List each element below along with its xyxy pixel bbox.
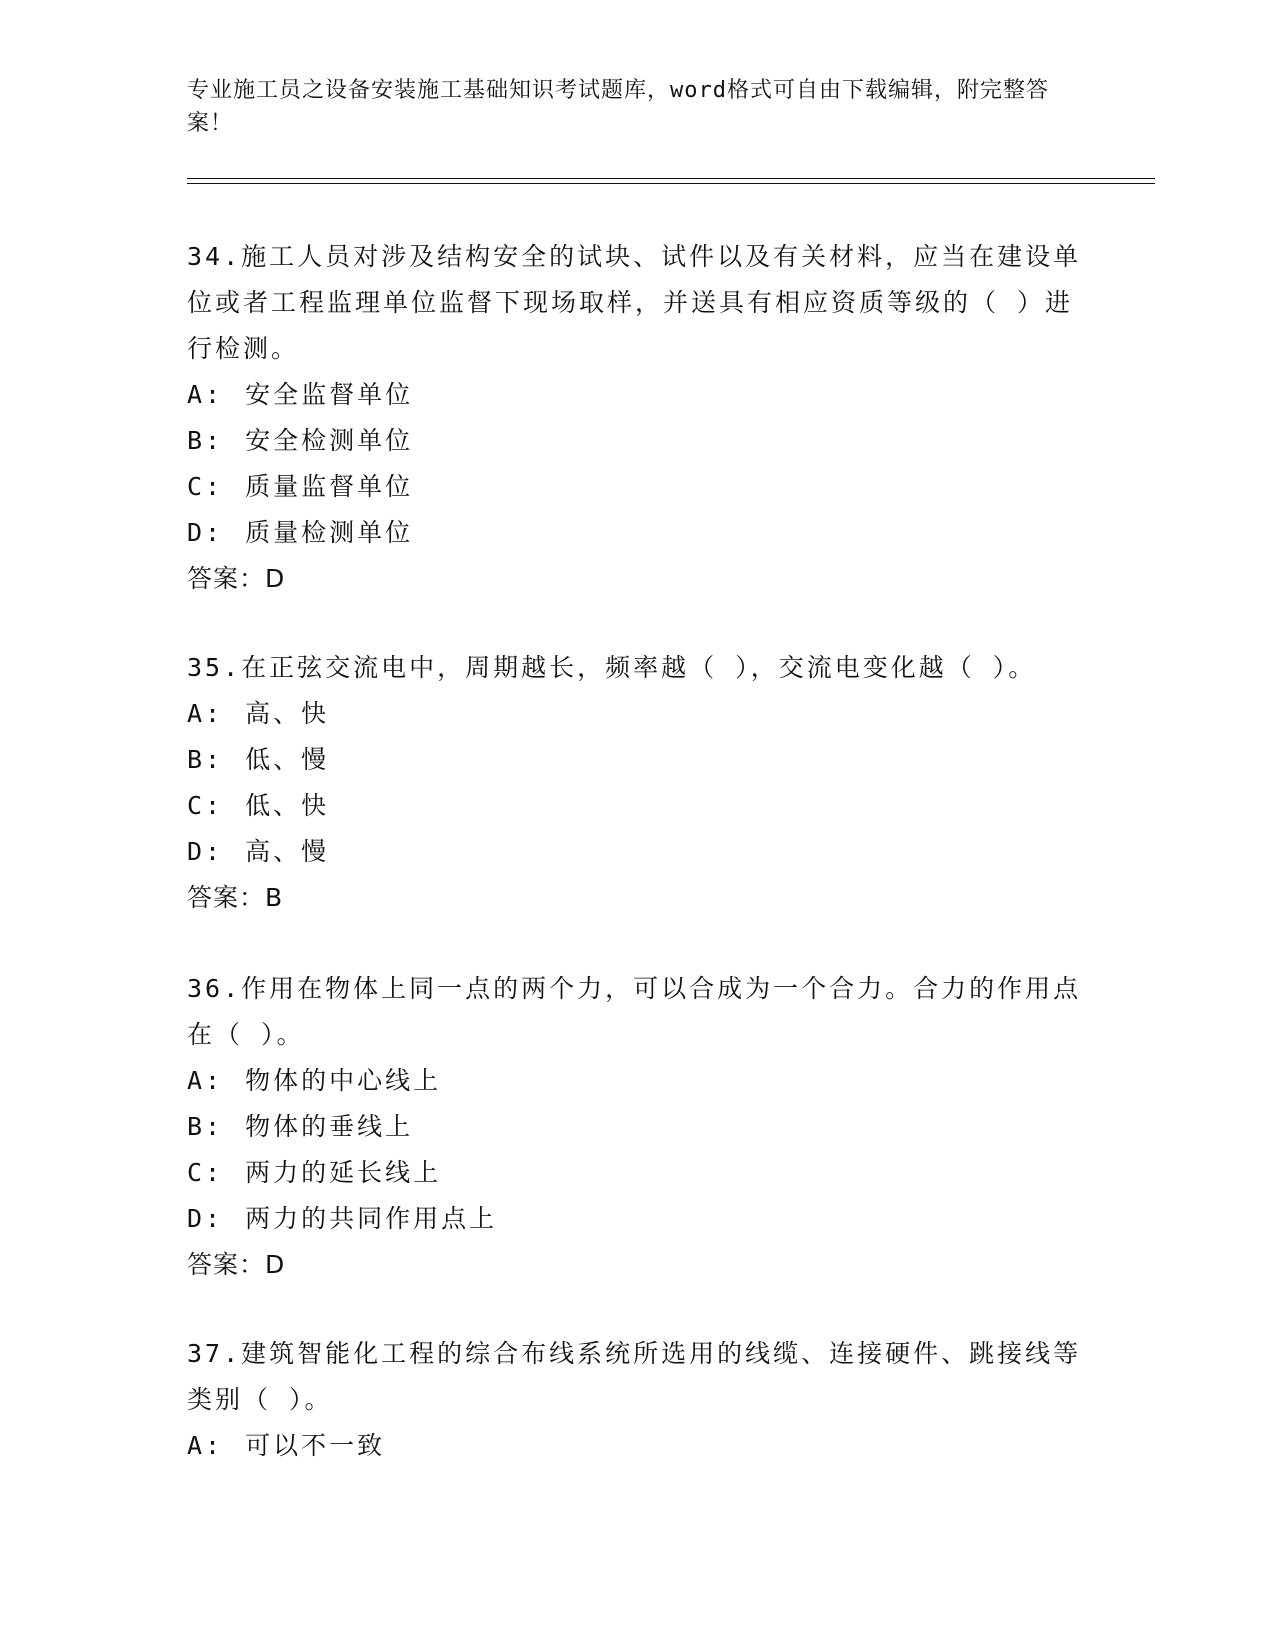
option-key: B:: [187, 426, 224, 455]
question-35: [187, 645, 1087, 921]
option-key: C:: [187, 472, 224, 501]
option-key: C:: [187, 791, 224, 820]
option-text: 可以不一致: [245, 1431, 386, 1460]
option-key: A:: [187, 1431, 224, 1460]
header-divider-top: [187, 178, 1155, 179]
option-d: [187, 1196, 1087, 1242]
option-text: 低、快: [245, 791, 330, 820]
option-b: [187, 418, 1087, 464]
option-text: 两力的延长线上: [245, 1158, 442, 1187]
option-text: 低、慢: [245, 745, 330, 774]
answer-line: 答案：B: [187, 883, 284, 912]
option-text: 质量检测单位: [245, 518, 414, 547]
option-text: 高、快: [245, 699, 330, 728]
option-a: [187, 372, 1087, 418]
option-c: [187, 464, 1087, 510]
option-c: [187, 783, 1087, 829]
option-key: A:: [187, 699, 224, 728]
question-37: [187, 1331, 1087, 1469]
option-key: A:: [187, 380, 224, 409]
option-text: 物体的垂线上: [245, 1112, 414, 1141]
option-key: A:: [187, 1066, 224, 1095]
option-b: [187, 1104, 1087, 1150]
document-header: 专业施工员之设备安装施工基础知识考试题库，word格式可自由下载编辑，附完整答案！: [187, 78, 1049, 136]
question-stem: 37.建筑智能化工程的综合布线系统所选用的线缆、连接硬件、跳接线等类别（ ）。: [187, 1339, 1082, 1414]
option-key: C:: [187, 1158, 224, 1187]
option-d: [187, 510, 1087, 556]
option-text: 物体的中心线上: [245, 1066, 442, 1095]
option-key: B:: [187, 745, 224, 774]
question-36: [187, 966, 1087, 1288]
option-text: 安全检测单位: [245, 426, 414, 455]
option-c: [187, 1150, 1087, 1196]
answer-line: 答案：D: [187, 1250, 286, 1279]
question-stem: 35.在正弦交流电中，周期越长，频率越（ ），交流电变化越（ ）。: [187, 653, 1037, 682]
answer-line: 答案：D: [187, 564, 286, 593]
option-text: 高、慢: [245, 837, 330, 866]
option-key: B:: [187, 1112, 224, 1141]
option-a: [187, 1058, 1087, 1104]
option-b: [187, 737, 1087, 783]
option-key: D:: [187, 837, 224, 866]
question-stem: 34.施工人员对涉及结构安全的试块、试件以及有关材料，应当在建设单位或者工程监理单位监督下现场取样，并送具有相应资质等级的（ ）进行检测。: [187, 242, 1082, 363]
option-text: 两力的共同作用点上: [245, 1204, 498, 1233]
option-text: 安全监督单位: [245, 380, 414, 409]
option-key: D:: [187, 518, 224, 547]
option-a: [187, 1423, 1087, 1469]
option-a: [187, 691, 1087, 737]
option-key: D:: [187, 1204, 224, 1233]
option-d: [187, 829, 1087, 875]
header-divider-bottom: [187, 183, 1155, 184]
question-34: [187, 234, 1087, 602]
question-stem: 36.作用在物体上同一点的两个力，可以合成为一个合力。合力的作用点在（ ）。: [187, 974, 1082, 1049]
option-text: 质量监督单位: [245, 472, 414, 501]
